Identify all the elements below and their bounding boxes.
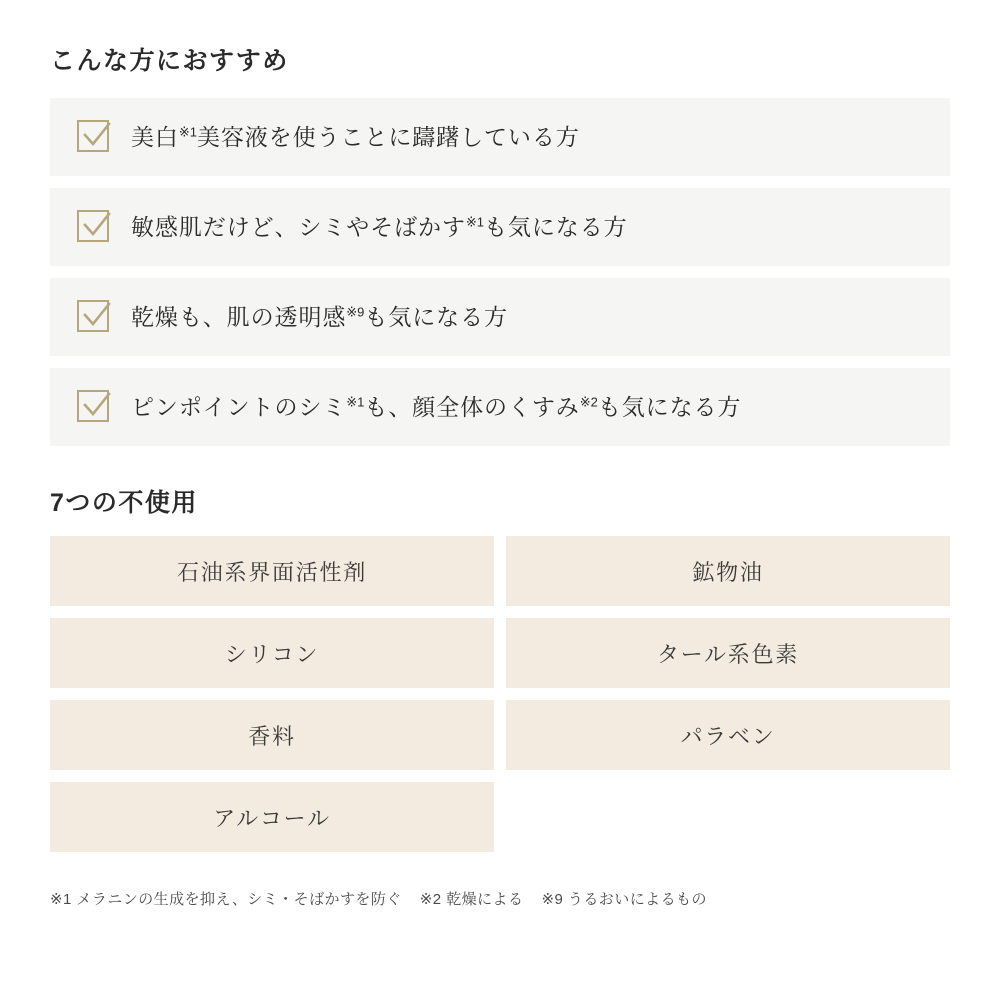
checkbox-check-icon [77,390,111,424]
text-part: 美白 [131,124,179,151]
checkbox-check-icon [77,300,111,334]
page-title-freefrom: 7つの不使用 [50,489,198,517]
footnote-item: ※9 うるおいによるもの [541,891,707,908]
text-part: も気になる方 [597,394,742,421]
list-item [50,368,950,446]
footnote-marker: ※1 [178,124,197,140]
footnote-marker: ※1 [465,214,485,230]
footnote-marker: ※1 [346,394,365,410]
text-part: も、顔全体のくすみ [364,394,580,421]
list-item-label [131,301,508,333]
footnote-marker: ※9 [346,304,365,320]
text-part: 乾燥も、肌の透明感 [131,304,347,331]
footnote-marker: ※2 [579,394,598,410]
checkbox-check-icon [77,210,111,244]
freefrom-cell: 鉱物油 [506,536,950,606]
footnote-item: ※2 乾燥による [419,891,524,908]
text-part: 敏感肌だけど、シミやそばかす [131,214,466,241]
freefrom-cell: 香料 [50,700,494,770]
footnote-text [50,888,950,909]
freefrom-cell: シリコン [50,618,494,688]
list-item-label [131,391,741,423]
text-part: も気になる方 [364,304,508,331]
recommend-list [50,98,950,446]
freefrom-cell: タール系色素 [506,618,950,688]
checkbox-check-icon [77,120,111,154]
list-item [50,188,950,266]
list-item [50,98,950,176]
freefrom-cell: アルコール [50,782,494,852]
list-item-label [131,121,580,153]
text-part: も気になる方 [484,214,628,241]
freefrom-grid [50,536,950,852]
list-item [50,278,950,356]
freefrom-cell: パラベン [506,700,950,770]
text-part: 美容液を使うことに躊躇している方 [196,124,580,151]
text-part: ピンポイントのシミ [131,394,347,421]
freefrom-cell-empty [506,782,950,852]
freefrom-cell: 石油系界面活性剤 [50,536,494,606]
page-title-recommend: こんな方におすすめ [50,47,289,75]
list-item-label [131,211,628,243]
footnote-item: ※1 メラニンの生成を抑え、シミ・そばかすを防ぐ [50,891,402,908]
